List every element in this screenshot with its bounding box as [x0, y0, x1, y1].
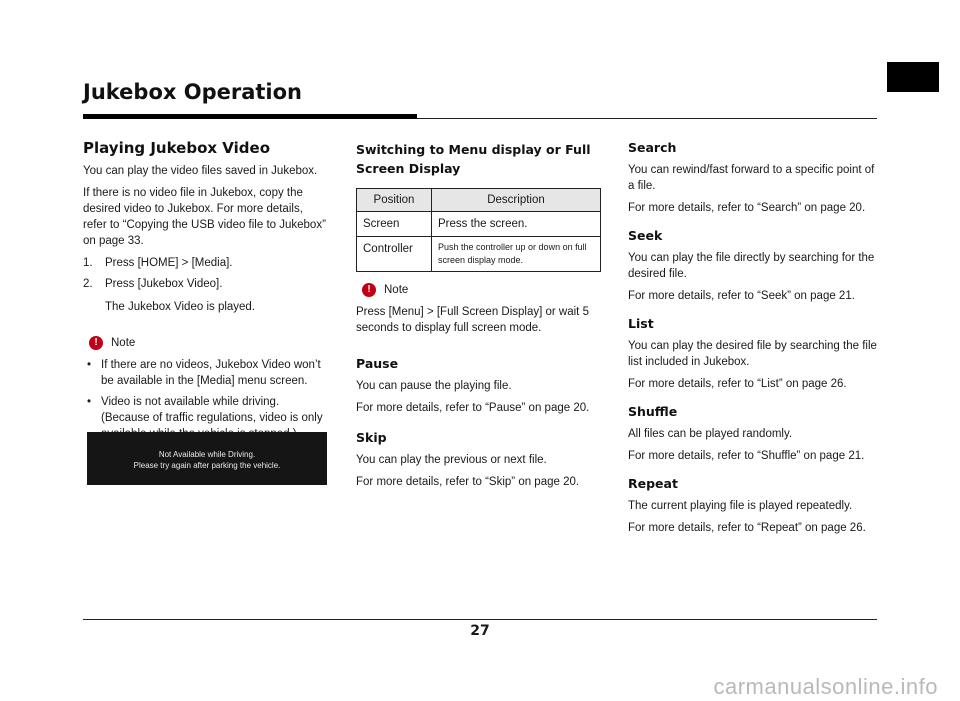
playing-video-intro: You can play the video files saved in Jukebox.: [83, 165, 318, 177]
list-ref: For more details, refer to “List” on page 26.: [628, 378, 847, 390]
table-cell-position: Controller: [357, 237, 432, 272]
step-text: Press [HOME] > [Media].: [105, 257, 233, 269]
seek-ref: For more details, refer to “Seek” on page 21.: [628, 290, 855, 302]
repeat-desc: The current playing file is played repeatedly.: [628, 500, 853, 512]
table-header-row: [357, 189, 601, 212]
steps-list: [83, 255, 328, 292]
note-bullets: [83, 357, 328, 442]
step-number: 2.: [83, 278, 93, 290]
seek-desc: You can play the file directly by searching for the desired file.: [628, 252, 875, 280]
repeat-ref: For more details, refer to “Repeat” on page 26.: [628, 522, 866, 534]
page-title: Jukebox Operation: [83, 80, 302, 104]
driving-warning-screenshot: [87, 432, 327, 485]
playing-video-copy-note: If there is no video file in Jukebox, copy the desired video to Jukebox. For more details, refer to “Copying the USB video file to Jukebox” on page 33.: [83, 187, 326, 247]
screen-message-line2: Please try again after parking the vehicle.: [133, 461, 281, 470]
header-rule-accent: [83, 114, 417, 119]
table-cell-position: Screen: [357, 212, 432, 237]
shuffle-desc: All files can be played randomly.: [628, 428, 793, 440]
column-playing-video: [83, 140, 328, 447]
pause-desc: You can pause the playing file.: [356, 380, 512, 392]
section-title-repeat: Repeat: [628, 476, 678, 491]
note-bullet: [83, 357, 328, 389]
note-label: Note: [111, 337, 136, 349]
section-title-skip: Skip: [356, 430, 387, 445]
table-row: [357, 237, 601, 272]
step-text: Press [Jukebox Video].: [105, 278, 223, 290]
section-title-pause: Pause: [356, 356, 399, 371]
warning-icon: !: [362, 283, 376, 297]
chapter-tab-marker: [887, 62, 939, 92]
step-item: [83, 255, 328, 271]
watermark: carmanualsonline.info: [713, 674, 938, 699]
pause-ref: For more details, refer to “Pause” on page 20.: [356, 402, 590, 414]
step-item: [83, 276, 328, 292]
screen-message-line1: Not Available while Driving.: [158, 450, 256, 459]
section-title-seek: Seek: [628, 228, 663, 243]
skip-desc: You can play the previous or next file.: [356, 454, 547, 466]
note-label: Note: [384, 284, 409, 296]
column-features: [628, 140, 878, 542]
warning-icon: !: [89, 336, 103, 350]
table-row: [357, 212, 601, 237]
position-table: [356, 188, 601, 272]
table-cell-description: Push the controller up or down on full screen display mode.: [432, 237, 601, 272]
section-title-switching: Switching to Menu display or Full Screen Display: [356, 142, 591, 176]
search-ref: For more details, refer to “Search” on page 20.: [628, 202, 866, 214]
skip-ref: For more details, refer to “Skip” on page 20.: [356, 476, 580, 488]
shuffle-ref: For more details, refer to “Shuffle” on page 21.: [628, 450, 865, 462]
section-title-shuffle: Shuffle: [628, 404, 678, 419]
page-number: 27: [470, 623, 490, 639]
step-result: The Jukebox Video is played.: [105, 301, 256, 313]
bullet-dot: •: [87, 359, 92, 371]
section-title-list: List: [628, 316, 654, 331]
step-number: 1.: [83, 257, 93, 269]
note-bullet-text: Video is not available while driving. (Because of traffic regulations, video is only: [101, 396, 323, 424]
switching-note-text: Press [Menu] > [Full Screen Display] or wait 5 seconds to display full screen mode.: [356, 306, 589, 334]
list-desc: You can play the desired file by searching the file list included in Jukebox.: [628, 340, 877, 368]
section-title-playing-video: Playing Jukebox Video: [83, 139, 271, 157]
note-bullet-text: If there are no videos, Jukebox Video won’t be available in the [Media] menu screen.: [101, 359, 321, 387]
section-title-search: Search: [628, 140, 677, 155]
search-desc: You can rewind/fast forward to a specific point of a file.: [628, 164, 875, 192]
table-header-position: Position: [357, 189, 432, 212]
footer-rule: [83, 619, 877, 620]
note-heading: [362, 282, 602, 298]
table-cell-description: Press the screen.: [432, 212, 601, 237]
bullet-dot: •: [87, 396, 92, 408]
note-heading: [89, 335, 328, 351]
column-switching: [356, 140, 602, 496]
table-header-description: Description: [432, 189, 601, 212]
